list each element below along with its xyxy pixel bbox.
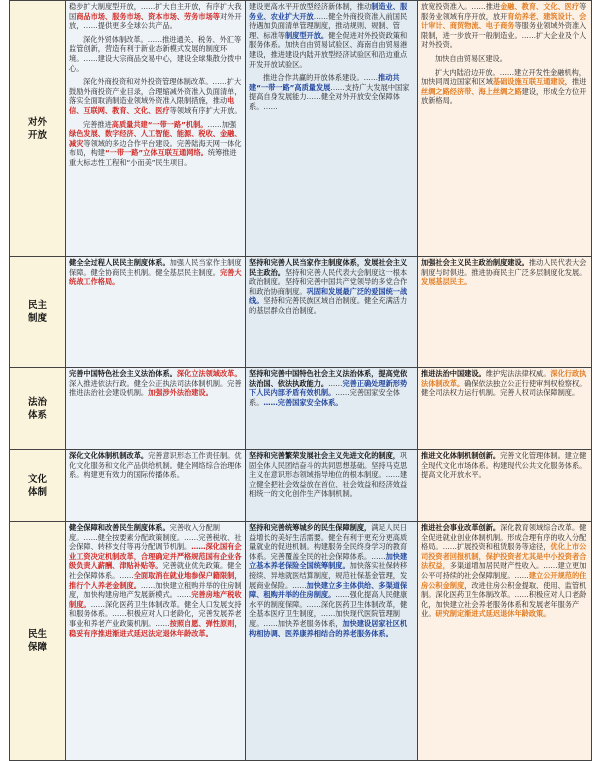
body-text: 放宽投资准入。……推进 <box>421 2 501 11</box>
category-label-line: 制度 <box>27 313 47 324</box>
category-label <box>12 473 63 499</box>
body-text: 建设更高水平开放型经济新体制， <box>249 2 357 11</box>
body-text: 扩大自主开放，有序扩大我国 <box>69 2 242 21</box>
cell-paragraph <box>249 73 414 111</box>
body-text: 深化外商投资和对外投资管理体制改革。……扩大鼓励外商投资产业目录，合理缩减外资准入负面清单，落实全面取消制造业领域外资准入限制措施，推动 <box>69 77 242 106</box>
table-body <box>10 1 592 761</box>
category-label-line: 文化 <box>27 473 47 485</box>
body-text: 健全基本医疗卫生制度，……加快现代医院管理制度。……加快养老服务体系， <box>249 599 408 628</box>
highlighted-text: 推动共建“一带一路”高质量发展 <box>249 73 400 92</box>
category-label-line: 民生 <box>27 629 47 640</box>
content-cell <box>246 257 418 368</box>
highlighted-text: ……深化国有企业工资决定机制改革，合理确定并严格规范国有企业各级负责人薪酬、津贴补贴等。 <box>69 542 242 571</box>
category-cell <box>10 257 66 368</box>
body-text: …… <box>140 2 156 11</box>
highlighted-text: 制造业、服务业、农业扩大开放 <box>249 2 408 21</box>
highlighted-text: 发展基层民主。 <box>421 277 472 287</box>
content-cell <box>66 257 246 368</box>
body-text: 完善推进 <box>83 119 112 129</box>
body-text: 统筹推进重大标志性工程和“小而美”民生项目。 <box>69 148 237 167</box>
highlighted-text: 制度型开放。 <box>284 30 329 40</box>
body-text: 等服务业领域外资准入限制，进一步放开一般制造业。……扩大企业及个人对外投资。 <box>421 21 587 50</box>
highlighted-text: 深化行政执法体制改革。 <box>421 369 587 388</box>
highlighted-text: 完善正确处理新形势下人民内部矛盾有效机制。 <box>249 378 408 398</box>
highlighted-text: 金融、教育、文化、医疗 <box>500 2 580 11</box>
body-text: 加快自由贸易区建设。 <box>435 53 507 63</box>
cell-paragraph <box>69 451 242 480</box>
highlighted-text: 推进文化体制机制创新。 <box>421 451 501 460</box>
cell-paragraph <box>249 2 414 69</box>
body-text: 确保依法独立公正行使审判权检察权。健全司法权力运行机制。完善人权司法保障制度。 <box>421 378 587 398</box>
body-text: 深化教育领域综合改革。健全促进就业创业体制机制。形成合理有序的收入分配格局。……扩展投资和租赁服务等途径， <box>421 523 587 552</box>
body-text: 巩固全体人民团结奋斗的共同思想基础。坚持马克思主义在意识形态领域指导地位的根本制度。……建立健全把社会效益放在首位、社会效益和经济效益相统一的文化创作生产体制机制。 <box>249 451 408 499</box>
highlighted-text: 绿色发展、数字经济、人工智能、能源、税收、金融、减灾 <box>69 129 242 148</box>
content-cell <box>246 450 418 522</box>
body-text: 完善就业优先政策。健全社会保障体系。…… <box>69 561 242 580</box>
body-text: 加快落实社保转移接续、异地就医结算制度，规范社保基金管理，发展商业保险。…… <box>249 561 408 590</box>
category-label <box>12 116 63 142</box>
content-cell <box>418 1 592 257</box>
cell-paragraph <box>421 258 588 287</box>
body-text: 稳步扩大制度型开放， <box>69 2 141 11</box>
body-text: 扩大内陆沿边开放。……建立开发性金融机构，加快同周边国家和区域 <box>421 67 586 87</box>
cell-paragraph <box>421 369 588 398</box>
highlighted-text: 按照自愿、弹性原则，稳妥有序推进渐进式延迟法定退休年龄改革。 <box>69 618 242 638</box>
body-text: 推进通关、税务、外汇等监管创新，营造有利于新业态新模式发展的制度环境。……建设大宗商品交易中心，建设全球集散分拨中心。 <box>69 34 242 73</box>
body-text: ，改进住房公积金提取、使用、监管机制。深化医药卫生体制改革。……积极应对人口老龄化，加快建立社会养老服务体系和发展老年服务产业。 <box>421 580 587 619</box>
category-label-line: 对外 <box>27 116 47 128</box>
cell-paragraph <box>249 451 414 499</box>
highlighted-text: 加快建立基本养老保险全国统筹制度。 <box>249 551 408 571</box>
body-text: 对外开放，……提供更多全球公共产品。 <box>69 11 242 31</box>
content-cell <box>418 522 592 761</box>
content-cell <box>246 522 418 761</box>
highlighted-text: 全面取消在就业地参保户籍限制，推行个人养老金制度。 <box>69 570 242 590</box>
body-text: …… <box>363 73 379 83</box>
category-cell <box>10 368 66 450</box>
content-cell <box>418 450 592 522</box>
highlighted-text: 高质量共建“一带一路”机制。 <box>111 119 208 129</box>
table-row <box>10 368 592 450</box>
highlighted-text: 坚持和完善中国特色社会主义法治体系，提高党依法治国、依法执政能力。 <box>249 369 408 388</box>
highlighted-text: 加强社会主义民主政治制度建设。 <box>421 258 529 267</box>
table-row <box>10 522 592 761</box>
highlighted-text: “一带一路”立体互联互通网络。 <box>104 148 208 158</box>
highlighted-text: 建立公开规范的住房公积金制度 <box>421 570 587 590</box>
cell-paragraph <box>69 369 242 398</box>
category-label-line: 开放 <box>27 129 47 141</box>
body-text: 等领域有序扩大开放。 <box>169 105 242 115</box>
content-cell <box>418 368 592 450</box>
body-text: 等领域的多边合作平台建设。完善陆海天网一体化布局，构建 <box>69 138 242 158</box>
highlighted-text: ……完善国家安全体系。 <box>263 397 343 407</box>
highlighted-text: 加快建立多主体供给、多渠道保障、租购并举的住房制度。 <box>249 580 408 600</box>
body-text: ……强化提高人民健康水平的制度保障。……深化医药卫生体制改革， <box>249 590 408 609</box>
content-cell <box>66 450 246 522</box>
table-row <box>10 450 592 522</box>
body-text: ……加强 <box>207 119 237 129</box>
highlighted-text: 育幼养老、建筑设计、会计审计、商贸物流、电子商务 <box>421 11 587 31</box>
highlighted-text: 推进法治中国建设。 <box>421 369 486 378</box>
content-cell <box>246 368 418 450</box>
cell-paragraph <box>249 523 414 638</box>
cell-paragraph <box>69 258 242 287</box>
highlighted-text: 完善房地产税收制度。 <box>69 590 242 609</box>
highlighted-text: 深化文化体制机制改革。 <box>69 451 149 460</box>
cell-paragraph <box>69 523 242 638</box>
body-text: ……加快建立租购并举的住房制度，加快构建房地产发展新模式。…… <box>69 580 242 600</box>
body-text: 推进合作共赢的开放体系建设。 <box>263 73 364 83</box>
highlighted-text: 加快建设居家社区机构相协调、医养康养相结合的养老服务体系。 <box>249 618 408 638</box>
body-text: 完善文化管理体制。建立健全现代文化市场体系。构建现代公共文化服务体系。提高文化开放水平。 <box>421 451 587 480</box>
table-row <box>10 257 592 368</box>
body-text: 完善收入分配制度。……健全按要素分配政策制度。……完善税收、社会保障、转移支付等再分配调节机制。 <box>69 523 242 552</box>
cell-paragraph <box>69 2 242 31</box>
highlighted-text: 基础设施互联互通建设 <box>492 77 565 87</box>
category-cell <box>10 1 66 257</box>
body-text: 坚持和完善民族区域自治制度。健全充满活力的基层群众自治制度。 <box>249 296 408 315</box>
content-cell <box>66 522 246 761</box>
body-text: …… <box>147 34 163 44</box>
highlighted-text: 坚持和完善统筹城乡的民生保障制度， <box>249 523 372 532</box>
content-cell <box>418 257 592 368</box>
highlighted-text: 研究制定渐进式延迟退休年龄政策。 <box>435 609 551 619</box>
highlighted-text: 完善大统战工作格局。 <box>69 267 242 287</box>
content-cell <box>246 1 418 257</box>
body-text: 建设，形成全方位开放新格局。 <box>421 86 587 106</box>
body-text: 推动 <box>356 2 372 11</box>
highlighted-text: 巩固和发展最广泛的爱国统一战线。 <box>249 286 408 306</box>
body-text: ……支持广大发展中国家提高自身发展能力……健全对外开放安全保障体系。…… <box>249 82 410 111</box>
body-text: 健全促进对外投资政策和服务体系。加快自由贸易试验区、海南自由贸易港建设，推进建设内陆开放型经济试验区和沿边重点开发开放试验区。 <box>249 30 408 69</box>
body-text: ，推进 <box>564 77 587 87</box>
body-text: 多渠道增加居民财产性收入。……建立更加公平可持续的社会保障制度。…… <box>421 561 587 580</box>
cell-paragraph <box>421 451 588 480</box>
body-text: 维护宪法法律权威。 <box>485 369 551 378</box>
highlighted-text: 加强涉外法治建设。 <box>148 388 213 398</box>
category-cell <box>10 450 66 522</box>
cell-paragraph <box>421 2 588 50</box>
body-text: 满足人民日益增长的美好生活需要。健全有利于更充分更高质量就业的促进机制。构建服务全民终身学习的教育体系。完善覆盖全民的社会保障体系。…… <box>249 523 408 561</box>
body-text: ……健全外商投资准入前国民待遇加负面清单管理制度，推动规则、规制、管理、标准等 <box>249 11 408 40</box>
category-cell <box>10 522 66 761</box>
highlighted-text: 健全保障和改善民生制度体系。 <box>69 523 170 532</box>
content-cell <box>66 1 246 257</box>
cell-paragraph <box>421 523 588 619</box>
highlighted-text: 电信、互联网、教育、文化、医疗 <box>69 96 235 115</box>
category-label-line: 保障 <box>27 642 47 653</box>
body-text: …… <box>328 378 343 388</box>
policy-comparison-table <box>9 0 592 761</box>
highlighted-text: 深化立法领域改革。 <box>176 369 242 378</box>
highlighted-text: 健全全过程人民民主制度体系。 <box>69 258 170 267</box>
body-text: ……完善国家安全体系。 <box>249 388 400 407</box>
highlighted-text: 丝绸之路经济带、海上丝绸之路 <box>421 86 522 96</box>
body-text: 完善意识形态工作责任制。优化文化服务和文化产品供给机制。健全网络综合治理体系。构建更有效力的国际传播体系。 <box>69 451 242 480</box>
body-text: 深化外贸体制改革。 <box>83 34 148 44</box>
highlighted-text: 坚持和完善人民当家作主制度体系，发展社会主义民主政治。 <box>249 258 408 277</box>
category-label-line: 法治 <box>27 396 47 408</box>
cell-paragraph <box>421 54 588 64</box>
body-text: 深入推进依法行政。健全公正执法司法体制机制。完善推进法治社会建设机制。 <box>69 378 242 398</box>
highlighted-text: 坚持和完善繁荣发展社会主义先进文化的制度， <box>249 451 400 460</box>
category-label <box>12 628 63 654</box>
highlighted-text: 商品市场、服务市场、资本市场、劳务市场等 <box>76 11 220 21</box>
content-cell <box>66 368 246 450</box>
category-label <box>12 396 63 422</box>
cell-paragraph <box>249 369 414 407</box>
cell-paragraph <box>421 68 588 106</box>
category-label-line: 体制 <box>27 486 47 498</box>
highlighted-text: 优化上市公司投资者回报机制，保护投资者尤其是中小投资者合法权益， <box>421 542 587 571</box>
body-text: 加强人民当家作主制度保障。健全协商民主机制。健全基层民主制度。 <box>69 258 242 277</box>
table-row <box>10 1 592 257</box>
body-text: 等服务业领域有序开放，放开 <box>421 2 587 21</box>
category-label-line: 民主 <box>27 300 47 311</box>
highlighted-text: 完善中国特色社会主义法治体系。 <box>69 369 177 378</box>
cell-paragraph <box>249 258 414 316</box>
cell-paragraph <box>69 77 242 115</box>
cell-paragraph <box>69 120 242 168</box>
body-text: ……深化医药卫生体制改革。健全人口发展支持和服务体系。……积极应对人口老龄化，完善发展养老事业和养老产业政策机制。…… <box>69 599 242 628</box>
highlighted-text: 推进社会事业改革创新。 <box>421 523 501 532</box>
category-label <box>12 299 63 325</box>
cell-paragraph <box>69 35 242 73</box>
category-label-line: 体系 <box>27 409 47 421</box>
body-text: 推动人民代表大会制度与时俱进。推进协商民主广泛多层制度化发展。 <box>421 258 587 277</box>
body-text: 坚持和完善人民代表大会制度这一根本政治制度。坚持和完善中国共产党领导的多党合作和政治协商制度。 <box>249 267 408 296</box>
